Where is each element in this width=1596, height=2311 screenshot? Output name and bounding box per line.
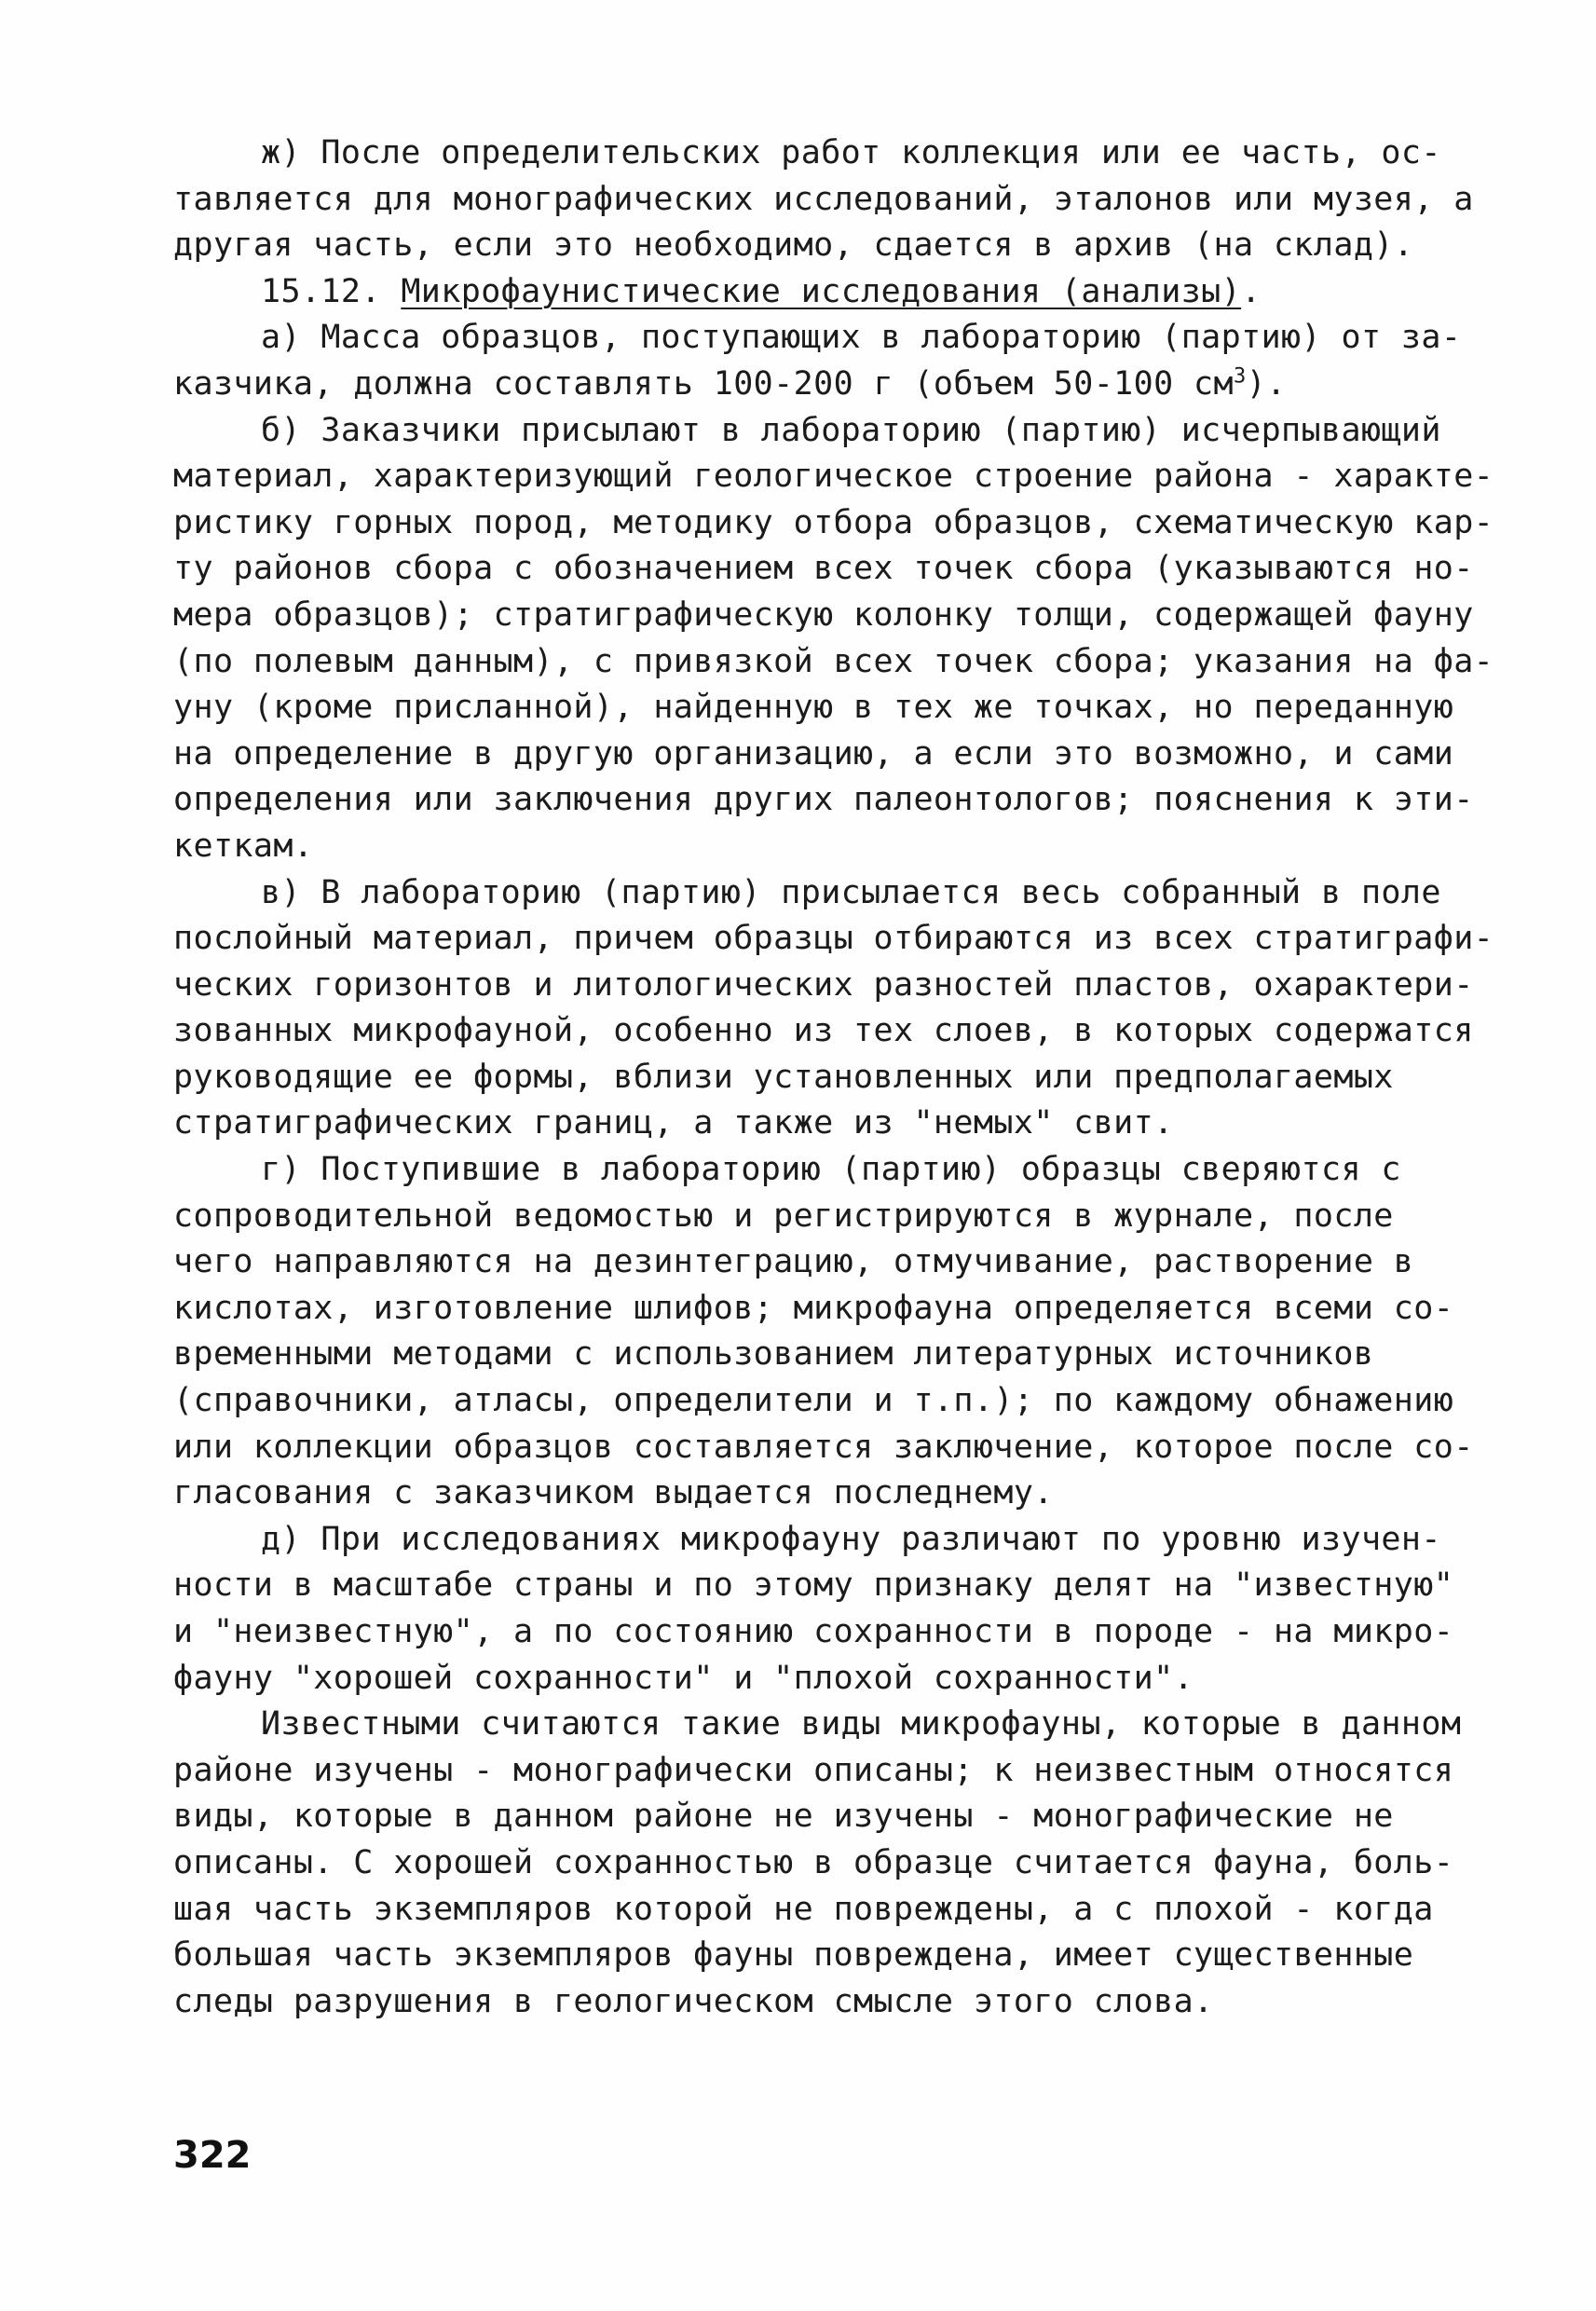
text-line <box>173 963 1474 1009</box>
text-line <box>173 223 1450 269</box>
line-text: или коллекции образцов составляется заключение, которое после со- <box>173 1428 1474 1466</box>
line-text: материал, характеризующий геологическое строение района - характе- <box>173 458 1494 496</box>
text-line <box>173 546 1474 593</box>
text-line <box>173 824 1450 870</box>
text-line <box>173 500 1494 547</box>
line-text: руководящие ее формы, вблизи установленных или предполагаемых <box>173 1058 1394 1096</box>
line-text: сопроводительной ведомостью и регистрируются в журнале, после <box>173 1197 1394 1235</box>
text-line <box>173 1470 1450 1517</box>
line-text: (справочники, атласы, определители и т.п.); по каждому обнажению <box>173 1382 1454 1420</box>
line-text: послойный материал, причем образцы отбираются из всех стратиграфи- <box>173 920 1494 958</box>
line-text: в) В лабораторию (партию) присылается весь собранный в поле <box>261 873 1441 911</box>
text-line <box>173 130 1450 177</box>
line-text: и "неизвестную", а по состоянию сохранности в породе - на микро- <box>173 1613 1454 1650</box>
line-text: зованных микрофауной, особенно из тех слоев, в которых содержатся <box>173 1012 1474 1050</box>
line-text: стратиграфических границ, а также из "немых" свит. <box>173 1104 1174 1142</box>
text-line <box>173 870 1450 917</box>
line-text: ристику горных пород, методику отбора образцов, схематическую кар- <box>173 503 1494 541</box>
text-line <box>173 1656 1450 1702</box>
line-text: а) Масса образцов, поступающих в лабораторию (партию) от за- <box>261 319 1462 357</box>
page-number: 322 <box>173 2134 252 2177</box>
text-line <box>173 732 1454 778</box>
line-text: мера образцов); стратиграфическую колонку толщи, содержащей фауну <box>173 595 1474 634</box>
superscript: 3 <box>1234 364 1247 389</box>
line-text: кислотах, изготовление шлифов; микрофауна определяется всеми со- <box>173 1289 1454 1327</box>
text-line <box>173 1101 1450 1147</box>
line-text: гласования с заказчиком выдается последнему. <box>173 1474 1054 1512</box>
line-text: Известными считаются такие виды микрофауны, которые в данном <box>261 1705 1462 1744</box>
line-text: ности в масштабе страны и по этому признаку делят на "известную" <box>173 1566 1454 1605</box>
line-text: 15.12. <box>261 272 402 310</box>
line-text: большая часть экземпляров фауны повреждена, имеет существенные <box>173 1936 1414 1975</box>
text-line <box>173 1425 1474 1471</box>
line-text: временными методами с использованием литературных источников <box>173 1335 1374 1374</box>
line-text: ческих горизонтов и литологических разностей пластов, охарактери- <box>173 965 1474 1004</box>
line-text: кеткам. <box>173 827 314 865</box>
section-heading-line <box>173 269 1450 316</box>
text-line <box>173 1794 1450 1840</box>
line-text: (по полевым данным), с привязкой всех точек сбора; указания на фа- <box>173 642 1494 680</box>
text-line <box>173 1008 1474 1055</box>
line-text: описаны. С хорошей сохранностью в образце считается фауна, боль- <box>173 1843 1454 1881</box>
line-text: виды, которые в данном районе не изучены - монографические не <box>173 1798 1394 1836</box>
text-line <box>173 916 1494 963</box>
line-text-tail: ). <box>1246 364 1287 403</box>
text-line <box>173 1748 1454 1795</box>
text-line <box>173 362 1450 408</box>
line-text: шая часть экземпляров которой не повреждены, а с плохой - когда <box>173 1890 1434 1928</box>
text-line <box>173 1286 1454 1333</box>
text-line <box>173 685 1454 732</box>
text-line <box>173 1055 1450 1101</box>
line-text: казчика, должна составлять 100-200 г (объем 50-100 см <box>173 364 1235 403</box>
text-line <box>173 593 1474 639</box>
line-text: чего направляются на дезинтеграцию, отмучивание, растворение в <box>173 1243 1414 1281</box>
text-line <box>173 639 1494 686</box>
text-line <box>173 1332 1450 1378</box>
text-line <box>173 177 1474 224</box>
line-text: ж) После определительских работ коллекция или ее часть, ос- <box>261 134 1441 171</box>
text-line <box>173 454 1494 500</box>
line-text: тавляется для монографических исследований, эталонов или музея, а <box>173 180 1474 218</box>
line-text: уну (кроме присланной), найденную в тех же точках, но переданную <box>173 689 1454 727</box>
line-text: следы разрушения в геологическом смысле этого слова. <box>173 1982 1214 2020</box>
line-text: на определение в другую организацию, а если это возможно, и сами <box>173 734 1454 773</box>
line-text: б) Заказчики присылают в лабораторию (партию) исчерпывающий <box>261 411 1441 449</box>
text-line <box>173 1378 1454 1425</box>
text-line <box>173 777 1474 824</box>
body-text <box>173 130 1494 2025</box>
text-line <box>173 1840 1454 1887</box>
text-line <box>173 1239 1450 1286</box>
text-line <box>173 315 1462 362</box>
text-line <box>173 1517 1450 1564</box>
line-text: фауну "хорошей сохранности" и "плохой сохранности". <box>173 1659 1194 1697</box>
line-text: определения или заключения других палеонтологов; пояснения к эти- <box>173 781 1474 819</box>
text-line <box>173 1702 1462 1748</box>
text-line <box>173 1194 1450 1240</box>
text-line <box>173 1609 1454 1656</box>
text-line <box>173 1887 1450 1934</box>
line-text: ту районов сбора с обозначением всех точек сбора (указываются но- <box>173 550 1474 588</box>
text-line <box>173 1563 1454 1609</box>
line-text-tail: . <box>1241 272 1262 310</box>
line-text: другая часть, если это необходимо, сдается в архив (на склад). <box>173 226 1414 265</box>
text-line <box>173 408 1450 455</box>
section-heading: Микрофаунистические исследования (анализы) <box>401 272 1242 310</box>
text-line <box>173 1933 1450 1979</box>
text-line <box>173 1147 1450 1194</box>
text-line <box>173 1979 1450 2026</box>
line-text: г) Поступившие в лабораторию (партию) образцы сверяются с <box>261 1151 1401 1189</box>
line-text: д) При исследованиях микрофауну различают по уровню изучен- <box>261 1520 1441 1558</box>
line-text: районе изучены - монографически описаны; к неизвестным относятся <box>173 1751 1454 1789</box>
